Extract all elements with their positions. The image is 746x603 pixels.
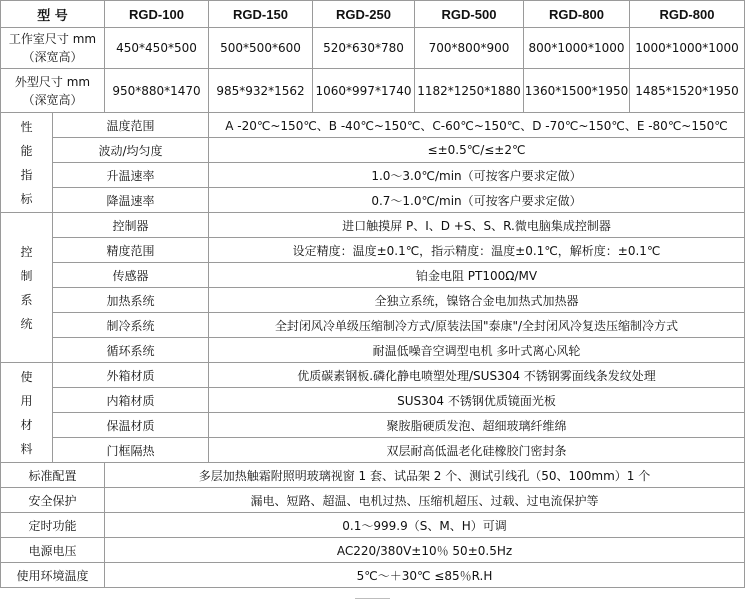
group-char: 指: [20, 167, 33, 182]
group-char: 系: [20, 292, 33, 307]
misc-label: 安全保护: [1, 488, 105, 513]
performance-item-value: 1.0～3.0℃/min（可按客户要求定做）: [209, 163, 745, 188]
inner-size-row: [1, 28, 745, 69]
misc-row: [1, 463, 745, 488]
inner-size-cell: 500*500*600: [209, 28, 313, 69]
performance-item-label: 降温速率: [53, 188, 209, 213]
outer-size-cell: 1360*1500*1950: [524, 69, 630, 113]
performance-item-label: 温度范围: [53, 113, 209, 138]
group-char: 能: [20, 143, 33, 158]
misc-value: 0.1～999.9（S、M、H）可调: [105, 513, 745, 538]
group-char: 性: [20, 119, 33, 134]
materials-item-label: 外箱材质: [53, 363, 209, 388]
performance-item-label: 升温速率: [53, 163, 209, 188]
materials-row: [1, 438, 745, 463]
model-cell: RGD-250: [313, 1, 415, 28]
performance-item-value: 0.7～1.0℃/min（可按客户要求定做）: [209, 188, 745, 213]
misc-value: 漏电、短路、超温、电机过热、压缩机超压、过载、过电流保护等: [105, 488, 745, 513]
inner-size-label-line1: 工作室尺寸 mm: [8, 32, 97, 46]
misc-label: 定时功能: [1, 513, 105, 538]
control-row: [1, 313, 745, 338]
misc-row: [1, 488, 745, 513]
outer-size-label-line1: 外型尺寸 mm: [14, 74, 91, 89]
misc-row: [1, 563, 745, 588]
performance-row: [1, 163, 745, 188]
model-cell: RGD-800: [630, 1, 745, 28]
group-char: 用: [20, 393, 33, 408]
materials-item-value: 双层耐高低温老化硅橡胶门密封条: [209, 438, 745, 463]
control-row: [1, 338, 745, 363]
inner-size-cell: 800*1000*1000: [524, 28, 630, 69]
performance-row: [1, 188, 745, 213]
control-item-label: 传感器: [53, 263, 209, 288]
control-row: [1, 238, 745, 263]
materials-row: [1, 388, 745, 413]
inner-size-cell: 450*450*500: [105, 28, 209, 69]
materials-row: [1, 413, 745, 438]
materials-item-value: SUS304 不锈钢优质镜面光板: [209, 388, 745, 413]
inner-size-cell: 1000*1000*1000: [630, 28, 745, 69]
control-group-label: [1, 213, 53, 363]
header-row: [1, 1, 745, 28]
control-item-label: 加热系统: [53, 288, 209, 313]
inner-size-label-line2: （深宽高）: [22, 50, 83, 64]
control-item-label: 循环系统: [53, 338, 209, 363]
inner-size-cell: 520*630*780: [313, 28, 415, 69]
misc-row: [1, 538, 745, 563]
control-item-label: 制冷系统: [53, 313, 209, 338]
control-item-value: 进口触摸屏 P、I、D +S、S、R.微电脑集成控制器: [209, 213, 745, 238]
misc-label: 使用环境温度: [1, 563, 105, 588]
misc-label: 标准配置: [1, 463, 105, 488]
inner-size-cell: 700*800*900: [415, 28, 524, 69]
group-char: 使: [20, 369, 33, 384]
outer-size-cell: 1182*1250*1880: [415, 69, 524, 113]
outer-size-label: [1, 69, 105, 113]
performance-item-value: ≤±0.5℃/≤±2℃: [209, 138, 745, 163]
misc-value: 5℃～＋30℃ ≤85％R.H: [105, 563, 745, 588]
performance-row: [1, 113, 745, 138]
control-item-label: 精度范围: [53, 238, 209, 263]
performance-row: [1, 138, 745, 163]
materials-item-label: 保温材质: [53, 413, 209, 438]
misc-value: 多层加热触霜附照明玻璃视窗 1 套、试品架 2 个、测试引线孔（50、100mm）1 个: [105, 463, 745, 488]
control-row: [1, 263, 745, 288]
control-item-label: 控制器: [53, 213, 209, 238]
materials-item-value: 聚胺脂硬质发泡、超细玻璃纤维绵: [209, 413, 745, 438]
group-char: 制: [20, 268, 33, 283]
model-cell: RGD-800: [524, 1, 630, 28]
outer-size-cell: 1060*997*1740: [313, 69, 415, 113]
control-row: [1, 213, 745, 238]
control-item-value: 设定精度：温度±0.1℃，指示精度：温度±0.1℃，解析度：±0.1℃: [209, 238, 745, 263]
performance-item-label: 波动/均匀度: [53, 138, 209, 163]
group-char: 标: [20, 191, 33, 206]
misc-label: 电源电压: [1, 538, 105, 563]
model-cell: RGD-150: [209, 1, 313, 28]
outer-size-cell: 1485*1520*1950: [630, 69, 745, 113]
group-char: 统: [20, 316, 33, 331]
control-item-value: 耐温低噪音空调型电机 多叶式离心风轮: [209, 338, 745, 363]
outer-size-cell: 950*880*1470: [105, 69, 209, 113]
materials-item-label: 内箱材质: [53, 388, 209, 413]
group-char: 料: [20, 441, 33, 456]
control-item-value: 全独立系统，镍铬合金电加热式加热器: [209, 288, 745, 313]
outer-size-row: [1, 69, 745, 113]
misc-value: AC220/380V±10％ 50±0.5Hz: [105, 538, 745, 563]
page-footer-rule: [355, 598, 390, 602]
group-char: 材: [20, 417, 33, 432]
model-cell: RGD-100: [105, 1, 209, 28]
model-cell: RGD-500: [415, 1, 524, 28]
control-item-value: 全封闭风冷单级压缩制冷方式/原装法国"泰康"/全封闭风冷复迭压缩制冷方式: [209, 313, 745, 338]
materials-group-label: [1, 363, 53, 463]
materials-item-label: 门框隔热: [53, 438, 209, 463]
inner-size-label: [1, 28, 105, 69]
control-row: [1, 288, 745, 313]
outer-size-label-line2: （深宽高）: [22, 92, 83, 107]
misc-row: [1, 513, 745, 538]
performance-item-value: A -20℃~150℃、B -40℃~150℃、C-60℃~150℃、D -70℃~150℃、E -80℃~150℃: [209, 113, 745, 138]
group-char: 控: [20, 244, 33, 259]
outer-size-cell: 985*932*1562: [209, 69, 313, 113]
performance-group-label: [1, 113, 53, 213]
materials-item-value: 优质碳素钢板.磷化静电喷塑处理/SUS304 不锈钢雾面线条发纹处理: [209, 363, 745, 388]
control-item-value: 铂金电阻 PT100Ω/MV: [209, 263, 745, 288]
model-label: 型 号: [1, 1, 105, 28]
materials-row: [1, 363, 745, 388]
